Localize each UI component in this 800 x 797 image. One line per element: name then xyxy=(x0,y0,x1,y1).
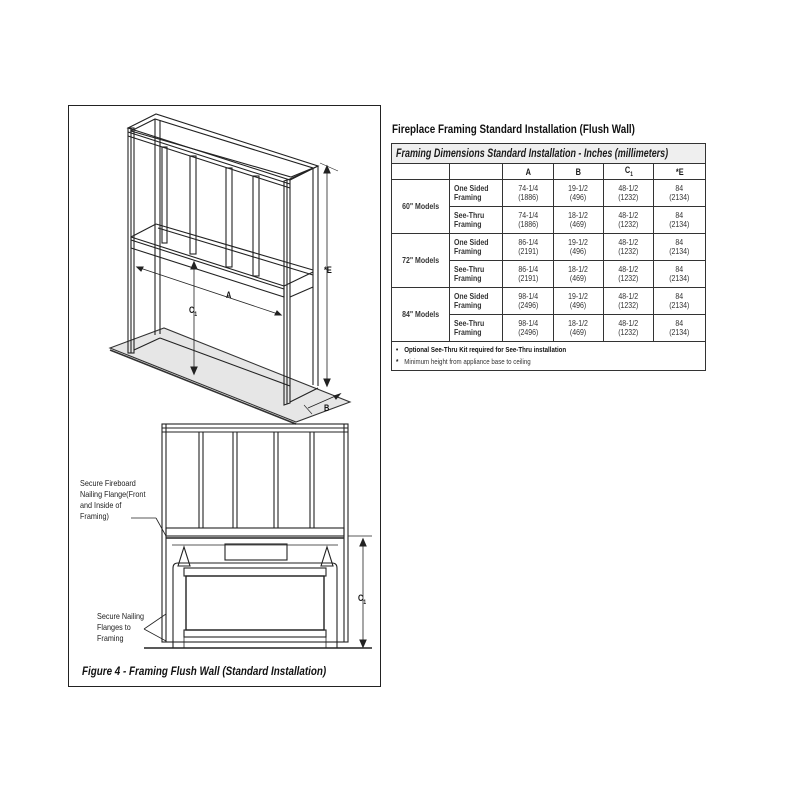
column-header-type xyxy=(450,164,503,180)
framing-type-cell: See-Thru Framing xyxy=(450,261,503,288)
dimension-label-b: B xyxy=(324,403,330,413)
model-cell: 72" Models xyxy=(392,234,450,288)
front-elevation-drawing xyxy=(131,424,372,648)
value-a: 74-1/4 (1886) xyxy=(503,207,554,234)
column-header-c1: $C_1$ xyxy=(604,164,654,180)
value-b: 19-1/2 (496) xyxy=(554,234,604,261)
framing-type-cell: One Sided Framing xyxy=(450,234,503,261)
framing-dimensions-table xyxy=(391,143,706,371)
value-a: 98-1/4 (2496) xyxy=(503,315,554,342)
value-c1: 48-1/2 (1232) xyxy=(604,288,654,315)
table-header-row xyxy=(392,164,706,180)
value-c1: 48-1/2 (1232) xyxy=(604,207,654,234)
value-a: 74-1/4 (1886) xyxy=(503,180,554,207)
framing-type-cell: One Sided Framing xyxy=(450,180,503,207)
dimension-label-e: *E xyxy=(324,265,332,275)
model-cell: 60" Models xyxy=(392,180,450,234)
column-header-model xyxy=(392,164,450,180)
value-a: 86-1/4 (2191) xyxy=(503,234,554,261)
table-title: Framing Dimensions Standard Installation - Inches (millimeters) xyxy=(396,147,669,160)
callout-fireboard-flange: Secure Fireboard Nailing Flange(Front and Inside of Framing) xyxy=(80,478,146,521)
table-heading: Fireplace Framing Standard Installation (Flush Wall) xyxy=(392,122,635,136)
table-row xyxy=(392,288,706,315)
elevation-label-c1: $C_1$ xyxy=(358,593,367,606)
framing-type-cell: See-Thru Framing xyxy=(450,207,503,234)
value-b: 18-1/2 (469) xyxy=(554,207,604,234)
value-b: 19-1/2 (496) xyxy=(554,180,604,207)
value-e: 84 (2134) xyxy=(654,261,706,288)
value-c1: 48-1/2 (1232) xyxy=(604,180,654,207)
value-e: 84 (2134) xyxy=(654,315,706,342)
framing-type-cell: One Sided Framing xyxy=(450,288,503,315)
model-cell: 84" Models xyxy=(392,288,450,342)
value-e: 84 (2134) xyxy=(654,207,706,234)
table-notes xyxy=(392,342,706,371)
value-b: 19-1/2 (496) xyxy=(554,288,604,315)
table-row xyxy=(392,180,706,207)
table-title-row xyxy=(392,144,706,164)
table-row xyxy=(392,234,706,261)
value-e: 84 (2134) xyxy=(654,288,706,315)
note-minimum-height: * Minimum height from appliance base to ceiling xyxy=(396,357,531,366)
value-c1: 48-1/2 (1232) xyxy=(604,234,654,261)
dimension-label-c1: $C_1$ xyxy=(189,305,198,318)
value-a: 98-1/4 (2496) xyxy=(503,288,554,315)
figure-caption: Figure 4 - Framing Flush Wall (Standard Installation) xyxy=(82,664,327,678)
value-b: 18-1/2 (469) xyxy=(554,315,604,342)
dimension-label-a: A xyxy=(226,290,232,300)
isometric-framing-drawing xyxy=(110,114,350,424)
value-c1: 48-1/2 (1232) xyxy=(604,315,654,342)
column-header-e: *E xyxy=(654,164,706,180)
value-e: 84 (2134) xyxy=(654,180,706,207)
value-c1: 48-1/2 (1232) xyxy=(604,261,654,288)
callout-nailing-flanges: Secure Nailing Flanges to Framing xyxy=(97,611,144,643)
value-a: 86-1/4 (2191) xyxy=(503,261,554,288)
value-e: 84 (2134) xyxy=(654,234,706,261)
column-header-a: A xyxy=(503,164,554,180)
value-b: 18-1/2 (469) xyxy=(554,261,604,288)
note-see-thru-kit: • Optional See-Thru Kit required for See-Thru installation xyxy=(396,345,567,354)
framing-type-cell: See-Thru Framing xyxy=(450,315,503,342)
column-header-b: B xyxy=(554,164,604,180)
